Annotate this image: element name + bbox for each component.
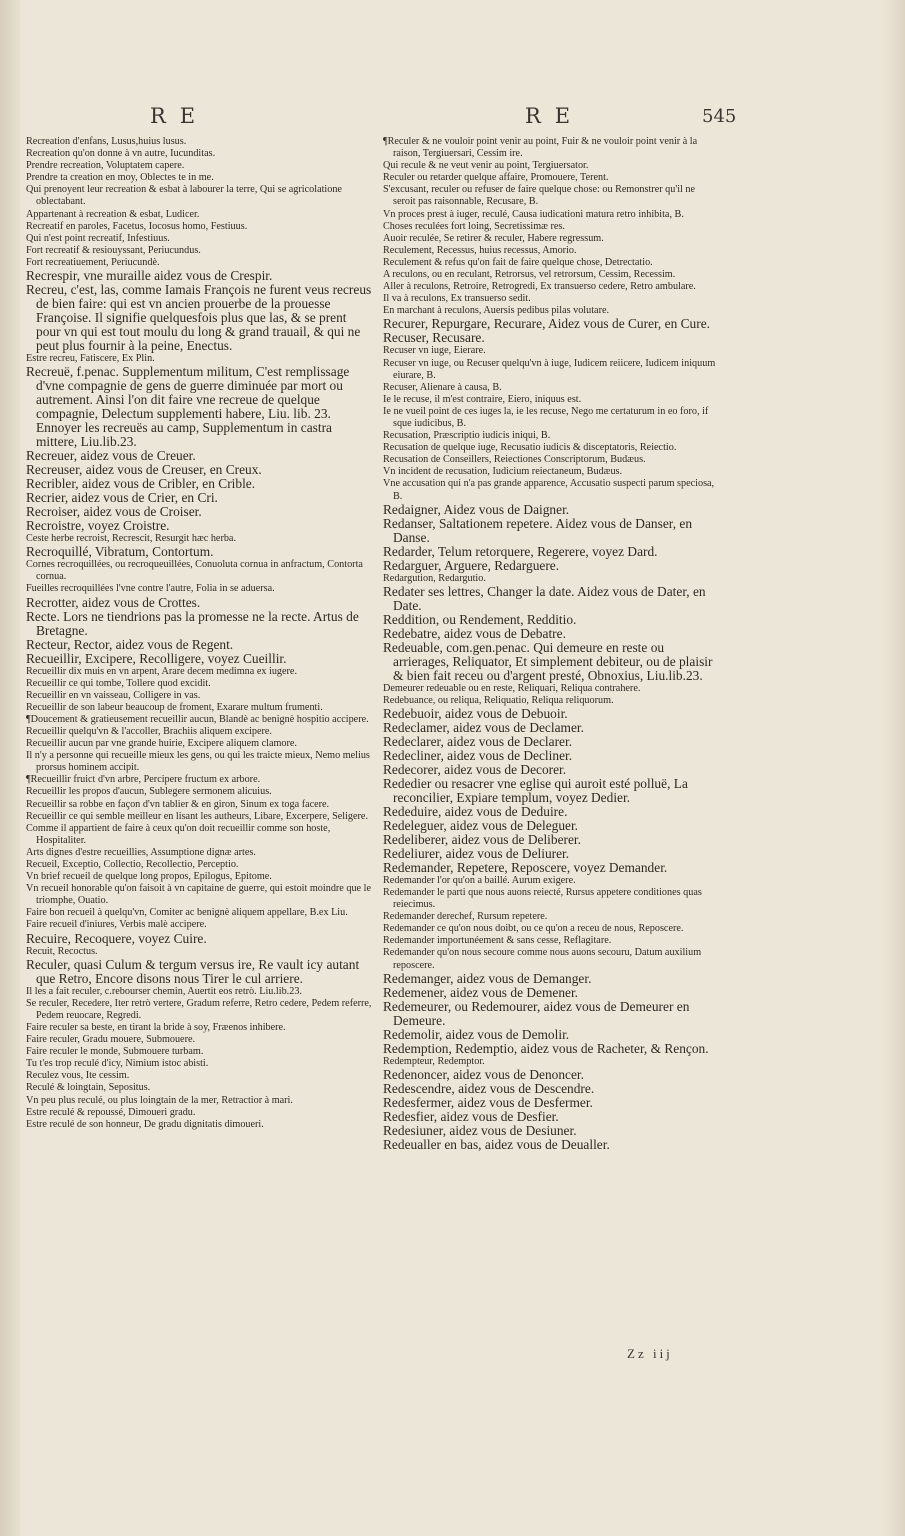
dictionary-entry: Redemander ce qu'on nous doibt, ou ce qu'on a receu de nous, Reposcere. (383, 923, 684, 935)
dictionary-entry: Il les a fait reculer, c.rebourser chemin, Auertit eos retrò. Liu.lib.23. (26, 985, 302, 997)
dictionary-entry: Choses reculées fort loing, Secretissimæ res. (383, 220, 565, 232)
dictionary-entry: Reculé & loingtain, Sepositus. (26, 1082, 151, 1094)
dictionary-entry: Ie ne vueil point de ces iuges la, ie les recuse, Nego me certaturum in eo foro, if sque iudicibus, B. (383, 405, 709, 429)
dictionary-entry: Reculer ou retarder quelque affaire, Promouere, Terent. (383, 172, 609, 184)
dictionary-entry: Redeliberer, aidez vous de Deliberer. (383, 831, 582, 847)
dictionary-entry: Fort recreatiuement, Periucundè. (26, 256, 160, 268)
dictionary-entry: Vn recueil honorable qu'on faisoit à vn capitaine de guerre, qui estoit moindre que le triomphe, Ouatio. (26, 883, 371, 907)
dictionary-entry: Estre recreu, Fatiscere, Ex Plin. (26, 353, 155, 365)
facing-page-margin (1, 220, 17, 372)
dictionary-entry: Redesfier, aidez vous de Desfier. (383, 1108, 559, 1124)
dictionary-entry: Redemander le parti que nous auons reiecté, Rursus appetere conditiones quas reiecimus. (383, 887, 702, 911)
dictionary-entry: Reculez vous, Ite cessim. (26, 1070, 130, 1082)
dictionary-entry: ¶Doucement & gratieusement recueillir aucun, Blandè ac benignè hospitio accipere. (26, 713, 369, 725)
dictionary-entry: Redebuance, ou reliqua, Reliquatio, Reliqua reliquorum. (383, 694, 614, 706)
dictionary-entry: Redemeurer, ou Redemourer, aidez vous de Demeurer en Demeure. (383, 998, 690, 1028)
dictionary-entry: Recreatif en paroles, Facetus, Iocosus homo, Festiuus. (26, 220, 248, 232)
dictionary-entry: Arts dignes d'estre recueillies, Assumptione dignæ artes. (26, 846, 256, 858)
dictionary-entry: Estre reculé & repoussé, Dimoueri gradu. (26, 1106, 196, 1118)
dictionary-entry: Redemolir, aidez vous de Demolir. (383, 1026, 570, 1042)
dictionary-entry: Vn peu plus reculé, ou plus loingtain de la mer, Retractior à mari. (26, 1094, 293, 1106)
dictionary-entry: Rededuire, aidez vous de Deduire. (383, 803, 568, 819)
dictionary-entry: Recueillir, Excipere, Recolligere, voyez Cueillir. (26, 650, 287, 666)
page-edge (881, 0, 905, 1536)
dictionary-entry: Redeuable, com.gen.penac. Qui demeure en reste ou arrierages, Reliquator, Et simplement debiteur, ou de plaisir & bien fait receu ou d'argent presté, Obnoxius, Liu.lib.23. (383, 639, 713, 683)
dictionary-entry: Recuser, Alienare à causa, B. (383, 381, 502, 393)
dictionary-entry: Reddition, ou Rendement, Redditio. (383, 611, 577, 627)
left-column (26, 136, 374, 1131)
dictionary-entry: Recribler, aidez vous de Cribler, en Crible. (26, 476, 256, 492)
dictionary-entry: Recrier, aidez vous de Crier, en Cri. (26, 490, 218, 506)
dictionary-entry: Redemander derechef, Rursum repetere. (383, 911, 548, 923)
dictionary-entry: Redarder, Telum retorquere, Regerere, voyez Dard. (383, 543, 658, 559)
dictionary-entry: Redecorer, aidez vous de Decorer. (383, 761, 567, 777)
dictionary-entry: Redeleguer, aidez vous de Deleguer. (383, 817, 579, 833)
dictionary-entry: Recueillir dix muis en vn arpent, Arare decem medimna ex iugere. (26, 665, 298, 677)
dictionary-entry: S'excusant, reculer ou refuser de faire quelque chose: ou Remonstrer qu'il ne seroit pas raisonnable, Recusare, B. (383, 184, 696, 208)
dictionary-entry: Recueillir en vn vaisseau, Colligere in vas. (26, 689, 201, 701)
dictionary-entry: Redemander importunéement & sans cesse, Reflagitare. (383, 935, 612, 947)
dictionary-entry: Redeclamer, aidez vous de Declamer. (383, 719, 584, 735)
dictionary-entry: Redarguer, Arguere, Redarguere. (383, 557, 560, 573)
dictionary-entry: En marchant à reculons, Auersis pedibus pilas volutare. (383, 305, 610, 317)
dictionary-entry: Reculement, Recessus, huius recessus, Amorio. (383, 244, 577, 256)
dictionary-entry: Vne accusation qui n'a pas grande apparence, Accusatio suspecti parum speciosa, B. (383, 478, 715, 502)
dictionary-entry: ¶Reculer & ne vouloir point venir au point, Fuir & ne vouloir point venir à la raison, Tergiuersari, Cessim ire. (383, 136, 698, 160)
dictionary-entry: Auoir reculée, Se retirer & reculer, Habere regressum. (383, 232, 604, 244)
dictionary-entry: Redemander l'or qu'on a baillé. Aurum exigere. (383, 874, 576, 886)
dictionary-entry: Recreuer, aidez vous de Creuer. (26, 448, 196, 464)
dictionary-entry: Recteur, Rector, aidez vous de Regent. (26, 636, 234, 652)
dictionary-entry: Recreation d'enfans, Lusus,huius lusus. (26, 136, 187, 147)
dictionary-entry: Recuser vn iuge, ou Recuser quelqu'vn à iuge, Iudicem reiicere, Iudicem iniquum eiurare, B. (383, 357, 716, 381)
dictionary-entry: Qui recule & ne veut venir au point, Tergiuersator. (383, 160, 589, 172)
dictionary-entry: Recueillir sa robbe en façon d'vn tablier & en giron, Sinum ex toga facere. (26, 798, 330, 810)
dictionary-entry: Redemener, aidez vous de Demener. (383, 984, 579, 1000)
dictionary-entry: Recusation de Conseillers, Reiectiones Conscriptorum, Budæus. (383, 454, 646, 466)
dictionary-entry: Cornes recroquillées, ou recroqueuillées, Conuoluta cornua in anfractum, Contorta cornua. (26, 559, 363, 583)
signature-mark: Zz iij (627, 1346, 673, 1361)
dictionary-entry: Reculement & refus qu'on fait de faire quelque chose, Detrectatio. (383, 256, 653, 268)
dictionary-entry: Recueillir de son labeur beaucoup de froment, Exarare multum frumenti. (26, 701, 323, 713)
dictionary-entry: Comme il appartient de faire à ceux qu'on doit recueillir comme son hoste, Hospitaliter. (26, 822, 331, 846)
dictionary-entry: Recueillir ce qui semble meilleur en lisant les autheurs, Libare, Excerpere, Seligere. (26, 810, 368, 822)
dictionary-entry: Redanser, Saltationem repetere. Aidez vous de Danser, en Danse. (383, 515, 693, 545)
dictionary-entry: Recreuë, f.penac. Supplementum militum, C'est remplissage d'vne compagnie de gens de guerre diminuée par mort ou autrement. Ainsi l'on dit faire vne recreue de quelque compagnie, Delectum supplementi habere, Liu. lib. 23. Ennoyer les recreuës au camp, Supplementum in castra mittere, Liu.lib.23. (26, 364, 350, 450)
dictionary-entry: Faire reculer le monde, Submouere turbam. (26, 1046, 204, 1058)
dictionary-entry: Ceste herbe recroist, Recrescit, Resurgit hæc herba. (26, 533, 236, 545)
dictionary-entry: Redesfermer, aidez vous de Desfermer. (383, 1094, 593, 1110)
dictionary-entry: Redeualler en bas, aidez vous de Deualler. (383, 1136, 610, 1152)
dictionary-entry: Recreu, c'est, las, comme Iamais François ne furent veus recreus de bien faire: qui est vn ancien prouerbe de la prouesse Françoise. Il signifie quelquesfois plus que las, & se prent pour vn qui est tout moulu du long & grand trauail, & qui ne peut plus fournir à la peine, Enectus. (26, 282, 372, 354)
dictionary-entry: Tu t'es trop reculé d'icy, Nimium istoc abisti. (26, 1058, 209, 1070)
dictionary-entry: Appartenant à recreation & esbat, Ludicer. (26, 208, 200, 220)
dictionary-entry: Faire reculer sa beste, en tirant la bride à soy, Fræenos inhibere. (26, 1021, 286, 1033)
dictionary-entry: Faire reculer, Gradu mouere, Submouere. (26, 1034, 196, 1046)
dictionary-entry: A reculons, ou en reculant, Retrorsus, vel retrorsum, Cessim, Recessim. (383, 269, 676, 281)
dictionary-entry: Se reculer, Recedere, Iter retrò vertere, Gradum referre, Retro cedere, Pedem referre, Pedem reuocare, Regredi. (26, 997, 372, 1021)
dictionary-entry: ¶Recueillir fruict d'vn arbre, Percipere fructum ex arbore. (26, 774, 261, 786)
dictionary-entry: Recrespir, vne muraille aidez vous de Crespir. (26, 268, 273, 284)
dictionary-entry: Recusation, Præscriptio iudicis iniqui, B. (383, 430, 551, 442)
right-running-head: RE (525, 104, 585, 128)
dictionary-entry: Recueillir aucun par vne grande huirie, Excipere aliquem clamore. (26, 738, 297, 750)
dictionary-entry: Redeliurer, aidez vous de Deliurer. (383, 845, 570, 861)
dictionary-entry: Recueillir quelqu'vn & l'accoller, Brachiis aliquem excipere. (26, 725, 272, 737)
left-running-head: RE (150, 104, 210, 128)
dictionary-entry: Redesiuner, aidez vous de Desiuner. (383, 1122, 577, 1138)
dictionary-entry: Recreuser, aidez vous de Creuser, en Creux. (26, 462, 262, 478)
dictionary-entry: Ie le recuse, il m'est contraire, Eiero, iniquus est. (383, 393, 582, 405)
page-number: 545 (702, 106, 737, 127)
dictionary-entry: Recuser, Recusare. (383, 330, 485, 346)
dictionary-entry: Recte. Lors ne tiendrions pas la promesse ne la recte. Artus de Bretagne. (26, 608, 359, 638)
dictionary-entry: Recroquillé, Vibratum, Contortum. (26, 544, 214, 560)
dictionary-entry: Estre reculé de son honneur, De gradu dignitatis dimoueri. (26, 1118, 264, 1130)
dictionary-entry: Recueillir les propos d'aucun, Sublegere sermonem alicuius. (26, 786, 272, 798)
dictionary-entry: Recrotter, aidez vous de Crottes. (26, 594, 201, 610)
dictionary-entry: Redescendre, aidez vous de Descendre. (383, 1080, 595, 1096)
dictionary-entry: Fort recreatif & resiouyssant, Periucundus. (26, 244, 201, 256)
dictionary-entry: Recuser vn iuge, Eierare. (383, 345, 486, 357)
right-column (383, 136, 716, 1152)
dictionary-entry: Faire bon recueil à quelqu'vn, Comiter ac benignè aliquem appellare, B.ex Liu. (26, 907, 348, 919)
dictionary-entry: Recuire, Recoquere, voyez Cuire. (26, 930, 207, 946)
dictionary-entry: Recuit, Recoctus. (26, 945, 98, 957)
dictionary-entry: Redempteur, Redemptor. (383, 1055, 485, 1067)
dictionary-entry: Recusation de quelque iuge, Recusatio iudicis & disceptatoris, Reiectio. (383, 442, 677, 454)
dictionary-entry: Redemander qu'on nous secoure comme nous auons secouru, Datum auxilium reposcere. (383, 947, 702, 971)
dictionary-entry: Qui n'est point recreatif, Infestiuus. (26, 232, 170, 244)
dictionary-entry: Vn proces prest à iuger, reculé, Causa iudicationi matura retro inhibita, B. (383, 208, 684, 220)
dictionary-entry: Recroistre, voyez Croistre. (26, 518, 170, 534)
dictionary-entry: Recurer, Repurgare, Recurare, Aidez vous de Curer, en Cure. (383, 316, 710, 332)
dictionary-entry: Reculer, quasi Culum & tergum versus ire, Re vault icy autant que Retro, Encore disons nous Tirer le cul arriere. (26, 956, 360, 986)
dictionary-entry: Redemanger, aidez vous de Demanger. (383, 970, 592, 986)
dictionary-entry: Faire recueil d'iniures, Verbis malè accipere. (26, 919, 207, 931)
dictionary-entry: Prendre ta creation en moy, Oblectes te in me. (26, 172, 214, 184)
dictionary-entry: Redenoncer, aidez vous de Denoncer. (383, 1066, 584, 1082)
dictionary-entry: Vn incident de recusation, Iudicium reiectaneum, Budæus. (383, 466, 623, 478)
dictionary-entry: Fueilles recroquillées l'vne contre l'autre, Folia in se aduersa. (26, 583, 275, 595)
dictionary-entry: Redemption, Redemptio, aidez vous de Racheter, & Rençon. (383, 1040, 709, 1056)
dictionary-entry: Recroiser, aidez vous de Croiser. (26, 504, 202, 520)
dictionary-entry: Recueil, Exceptio, Collectio, Recollectio, Perceptio. (26, 859, 239, 870)
dictionary-entry: Redebuoir, aidez vous de Debuoir. (383, 705, 568, 721)
dictionary-entry: Vn brief recueil de quelque long propos, Epilogus, Epitome. (26, 871, 272, 883)
dictionary-entry: Redargution, Redargutio. (383, 572, 486, 584)
dictionary-entry: Redater ses lettres, Changer la date. Aidez vous de Dater, en Date. (383, 583, 706, 613)
dictionary-entry: Qui prenoyent leur recreation & esbat à labourer la terre, Qui se agricolatione oblectabant. (26, 184, 342, 208)
dictionary-entry: Recueillir ce qui tombe, Tollere quod excidit. (26, 677, 211, 689)
dictionary-entry: Rededier ou resacrer vne eglise qui auroit esté polluë, La reconcilier, Expiare templum, voyez Dedier. (383, 775, 688, 805)
dictionary-entry: Prendre recreation, Voluptatem capere. (26, 160, 185, 172)
dictionary-entry: Redemander, Repetere, Reposcere, voyez Demander. (383, 859, 668, 875)
dictionary-entry: Aller à reculons, Retroire, Retrogredi, Ex transuerso cedere, Retro ambulare. (383, 281, 696, 293)
dictionary-entry: Redaigner, Aidez vous de Daigner. (383, 501, 570, 517)
dictionary-entry: Demeurer redeuable ou en reste, Reliquari, Reliqua contrahere. (383, 682, 641, 694)
dictionary-entry: Il n'y a personne qui recueille mieux les gens, ou qui les traicte mieux, Nemo melius prorsus hominem accipit. (26, 750, 370, 774)
dictionary-entry: Il va à reculons, Ex transuerso sedit. (383, 293, 531, 305)
dictionary-entry: Recreation qu'on donne à vn autre, Iucunditas. (26, 148, 216, 160)
dictionary-entry: Redebatre, aidez vous de Debatre. (383, 625, 566, 641)
dictionary-entry: Redecliner, aidez vous de Decliner. (383, 747, 573, 763)
dictionary-entry: Redeclarer, aidez vous de Declarer. (383, 733, 573, 749)
